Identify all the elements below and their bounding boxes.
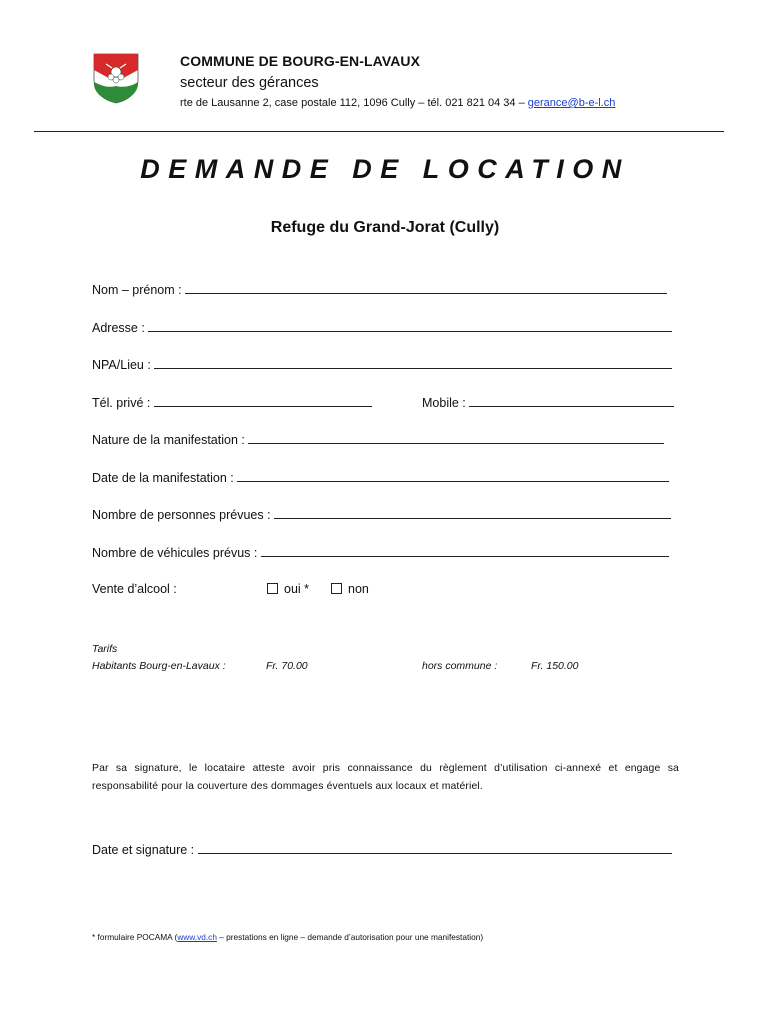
name-line[interactable] [185,283,667,294]
yes-label: oui * [284,582,310,596]
page-subtitle: Refuge du Grand-Jorat (Cully) [270,219,500,236]
yes-checkbox[interactable] [267,583,278,594]
letterhead [180,53,615,109]
sector-name: secteur des gérances [180,75,319,91]
persons-label: Nombre de personnes prévues : [92,508,271,522]
tariffs-heading: Tarifs [92,643,118,655]
npa-field[interactable] [92,358,672,372]
signature-line[interactable] [198,843,672,854]
vehicles-field[interactable] [92,546,669,560]
name-field[interactable] [92,283,667,297]
nature-line[interactable] [248,433,664,444]
phone-field[interactable] [92,396,372,410]
mobile-label: Mobile : [422,396,466,410]
outside-label: hors commune : [422,660,498,672]
npa-label: NPA/Lieu : [92,358,151,372]
phone-label: Tél. privé : [92,396,151,410]
nature-label: Nature de la manifestation : [92,433,245,447]
vehicles-label: Nombre de véhicules prévus : [92,546,258,560]
header-divider [34,131,724,132]
nature-field[interactable] [92,433,664,447]
footnote-link[interactable]: www.vd.ch [177,932,217,942]
residents-label: Habitants Bourg-en-Lavaux : [92,660,226,672]
address-line[interactable] [148,321,672,332]
footnote-suffix: – prestations en ligne – demande d’autorisation pour une manifestation) [216,932,484,942]
no-checkbox[interactable] [331,583,342,594]
page-title: DEMANDE DE LOCATION [140,154,630,184]
signature-label: Date et signature : [92,843,195,857]
address-text: rte de Lausanne 2, case postale 112, 1096 Cully – tél. 021 821 04 34 – [180,97,528,109]
alcohol-no-option[interactable] [331,582,369,596]
mobile-line[interactable] [469,396,674,407]
coat-of-arms-icon [92,52,140,104]
name-label: Nom – prénom : [92,283,182,297]
alcohol-yes-option[interactable] [267,582,309,596]
phone-line[interactable] [154,396,372,407]
contact-line [180,97,615,109]
footnote [92,932,483,942]
footnote-prefix: * formulaire POCAMA ( [92,932,178,942]
npa-line[interactable] [154,358,672,369]
date-field[interactable] [92,471,669,485]
vehicles-line[interactable] [261,546,669,557]
no-label: non [348,582,369,596]
address-label: Adresse : [92,321,145,335]
date-label: Date de la manifestation : [92,471,234,485]
organization-name: COMMUNE DE BOURG-EN-LAVAUX [180,53,421,69]
mobile-field[interactable] [422,396,674,410]
attestation-text: Par sa signature, le locataire atteste avoir pris connaissance du règlement d’utilisation ci-annexé et engage sa responsabilité pour la couverture des dommages éventuels aux locaux et matériel. [92,763,679,792]
alcohol-label: Vente d’alcool : [92,582,177,596]
residents-price: Fr. 70.00 [266,660,308,672]
date-line[interactable] [237,471,669,482]
address-field[interactable] [92,321,672,335]
persons-field[interactable] [92,508,671,522]
email-link[interactable]: gerance@b-e-l.ch [527,97,616,109]
signature-field[interactable] [92,843,672,857]
persons-line[interactable] [274,508,671,519]
outside-price: Fr. 150.00 [531,660,579,672]
